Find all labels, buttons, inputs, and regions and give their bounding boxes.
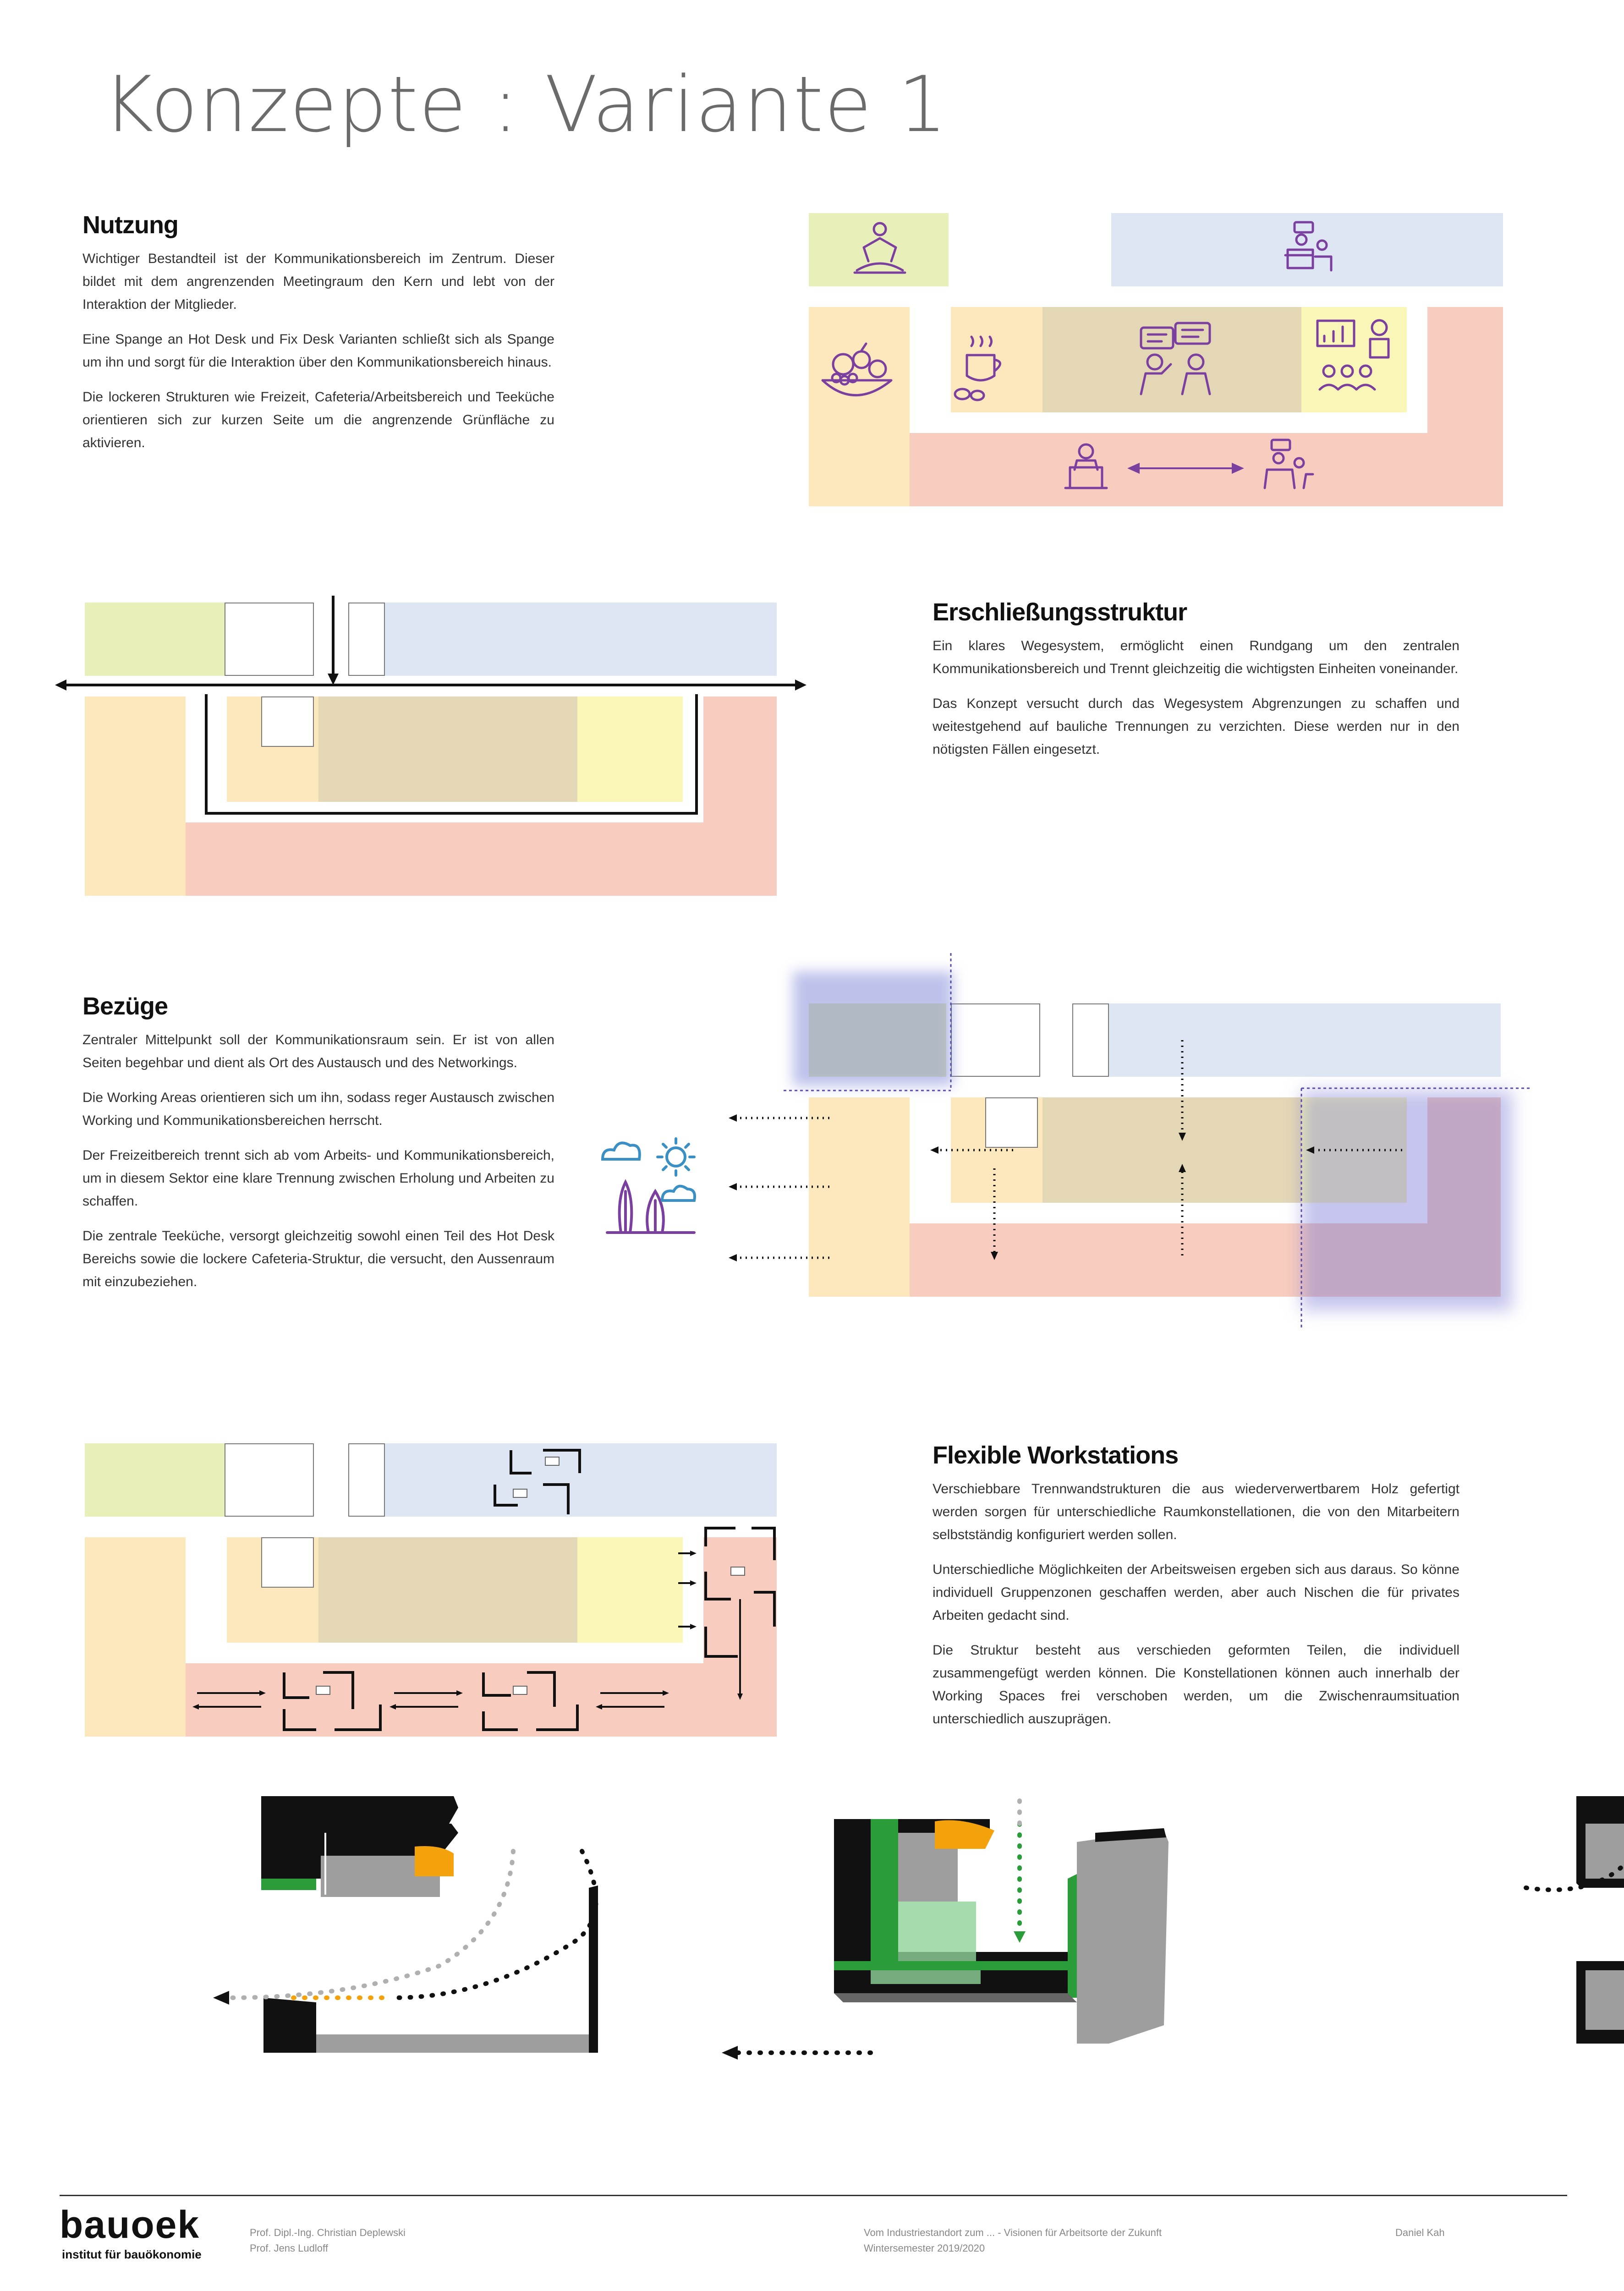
footer-project (864, 2225, 1162, 2256)
bauoek-logo: bauoek (60, 2203, 200, 2246)
axon-scene-1 (261, 1796, 598, 2053)
desk-person-icon (1065, 444, 1107, 488)
presentation-icon (1317, 320, 1388, 389)
flexible-text (933, 1478, 1459, 1743)
bezuege-paragraph-4: Die zentrale Teeküche, versorgt gleichzeitig sowohl einen Teil des Hot Desk Bereichs sowie die lockere Cafeteria-Struktur, die versucht, den Aussenraum mit einzubeziehen. (82, 1228, 554, 1289)
coffee-icon (955, 337, 1000, 400)
nutzung-heading: Nutzung (82, 211, 178, 239)
flexible-paragraph-2: Unterschiedliche Möglichkeiten der Arbeitsweisen ergeben sich aus daraus. So könne individuell Gruppenzonen geschaffen werden, aber auch Nischen die für privates Arbeiten gedacht sind. (933, 1562, 1459, 1623)
axon-scene-2 (834, 1819, 1169, 2044)
bezuege-diagram (779, 953, 1531, 1329)
erschliessung-paragraph-1: Ein klares Wegesystem, ermöglicht einen Rundgang um den zentralen Kommunikationsbereich und Trennt gleichzeitig die wichtigsten Einheiten voneinander. (933, 638, 1459, 676)
relation-arrows (779, 953, 1531, 1329)
footer-prof-2: Prof. Jens Ludloff (250, 2242, 328, 2254)
footer-rule (60, 2195, 1567, 2196)
discussion-icon (1141, 323, 1210, 394)
footer-author: Daniel Kah (1395, 2227, 1445, 2238)
flexible-diagram (60, 1434, 811, 1746)
footer-prof-1: Prof. Dipl.-Ing. Christian Deplewski (250, 2227, 406, 2238)
bezuege-paragraph-1: Zentraler Mittelpunkt soll der Kommunikationsraum sein. Er ist von allen Seiten begehbar und dient als Ort des Austausch und des Networkings. (82, 1032, 554, 1070)
erschliessung-diagram (60, 596, 811, 898)
fruit-bowl-icon (823, 344, 891, 395)
bezuege-paragraph-2: Die Working Areas orientieren sich um ihn, sodass reger Austausch zwischen Working und Kommunikationsbereichen herrscht. (82, 1090, 554, 1128)
bezuege-paragraph-3: Der Freizeitbereich trennt sich ab vom Arbeits- und Kommunikationsbereich, um in diesem Sektor eine klare Trennung zwischen Erholung und Arbeiten zu schaffen. (82, 1148, 554, 1209)
nutzung-icons (809, 213, 1503, 506)
meditation-icon (855, 223, 905, 273)
flexible-paragraph-1: Verschiebbare Trennwandstrukturen die aus wiederverwertbarem Holz gefertigt werden sorgen für unterschiedliche Raumkonstellationen, die von den Mitarbeitern selbstständig konfiguriert werden sollen. (933, 1481, 1459, 1542)
nature-icon (593, 1132, 703, 1242)
workstation-modules (60, 1434, 811, 1746)
axon-scene-3 (1576, 1796, 1624, 2044)
erschliessung-heading: Erschließungsstruktur (933, 598, 1187, 626)
footer-professors (250, 2225, 406, 2256)
erschliessung-paragraph-2: Das Konzept versucht durch das Wegesystem Abgrenzungen zu schaffen und weitestgehend auf bauliche Trennungen zu verzichten. Diese werden nur in den nötigsten Fällen eingesetzt. (933, 696, 1459, 757)
erschliessung-text (933, 635, 1459, 773)
flexible-heading: Flexible Workstations (933, 1441, 1179, 1469)
footer-project-title: Vom Industriestandort zum ... - Visionen für Arbeitsorte der Zukunft (864, 2227, 1162, 2238)
bezuege-text (82, 1029, 554, 1305)
nutzung-paragraph-3: Die lockeren Strukturen wie Freizeit, Cafeteria/Arbeitsbereich und Teeküche orientieren sich zur kurzen Seite um die angrenzende Grünfläche zu aktivieren. (82, 389, 554, 450)
nutzung-text (82, 247, 554, 466)
double-arrow-icon (1130, 464, 1242, 472)
axonometric-strip (0, 1796, 1624, 2053)
path-arrows (60, 596, 811, 898)
desk-chat-icon-bottom (1265, 440, 1313, 488)
nutzung-paragraph-1: Wichtiger Bestandteil ist der Kommunikationsbereich im Zentrum. Dieser bildet mit dem angrenzenden Meetingraum den Kern und lebt von der Interaktion der Mitglieder. (82, 251, 554, 312)
nutzung-diagram (809, 213, 1503, 506)
footer-semester: Wintersemester 2019/2020 (864, 2242, 985, 2254)
desk-chat-icon (1285, 222, 1331, 270)
page-title: Konzepte : Variante 1 (103, 60, 948, 149)
bauoek-logo-subtitle: institut für bauökonomie (62, 2247, 202, 2261)
nutzung-paragraph-2: Eine Spange an Hot Desk und Fix Desk Varianten schließt sich als Spange um ihn und sorgt für die Interaktion über den Kommunikationsbereich hinaus. (82, 332, 554, 370)
bezuege-heading: Bezüge (82, 992, 168, 1020)
flexible-paragraph-3: Die Struktur besteht aus verschieden geformten Teilen, die individuell zusammengefügt werden können. Die Konstellationen können auch innerhalb der Working Spaces frei verschoben werden, um die Zwischenraumsituation unterschiedlich auszuprägen. (933, 1643, 1459, 1726)
